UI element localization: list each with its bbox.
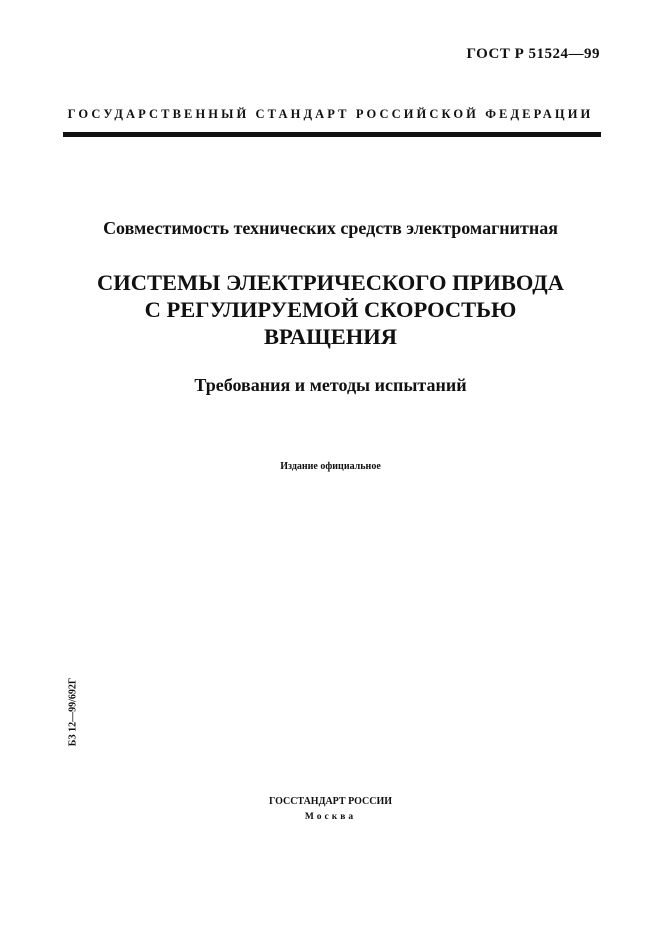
side-code: БЗ 12—99/692Г [67, 677, 79, 747]
document-number: ГОСТ Р 51524—99 [466, 46, 600, 62]
main-title: СИСТЕМЫ ЭЛЕКТРИЧЕСКОГО ПРИВОДА С РЕГУЛИРУЕМОЙ СКОРОСТЬЮ ВРАЩЕНИЯ [97, 270, 564, 349]
standard-subject: Совместимость технических средств электромагнитная [103, 218, 558, 238]
edition-label: Издание официальное [280, 461, 381, 472]
header-divider [63, 132, 601, 137]
state-standard-banner: ГОСУДАРСТВЕННЫЙ СТАНДАРТ РОССИЙСКОЙ ФЕДЕРАЦИИ [67, 107, 594, 121]
publisher: ГОССТАНДАРТ РОССИИ [268, 796, 393, 807]
publisher-city: Москва [304, 812, 357, 822]
title-part: Требования и методы испытаний [194, 375, 467, 395]
